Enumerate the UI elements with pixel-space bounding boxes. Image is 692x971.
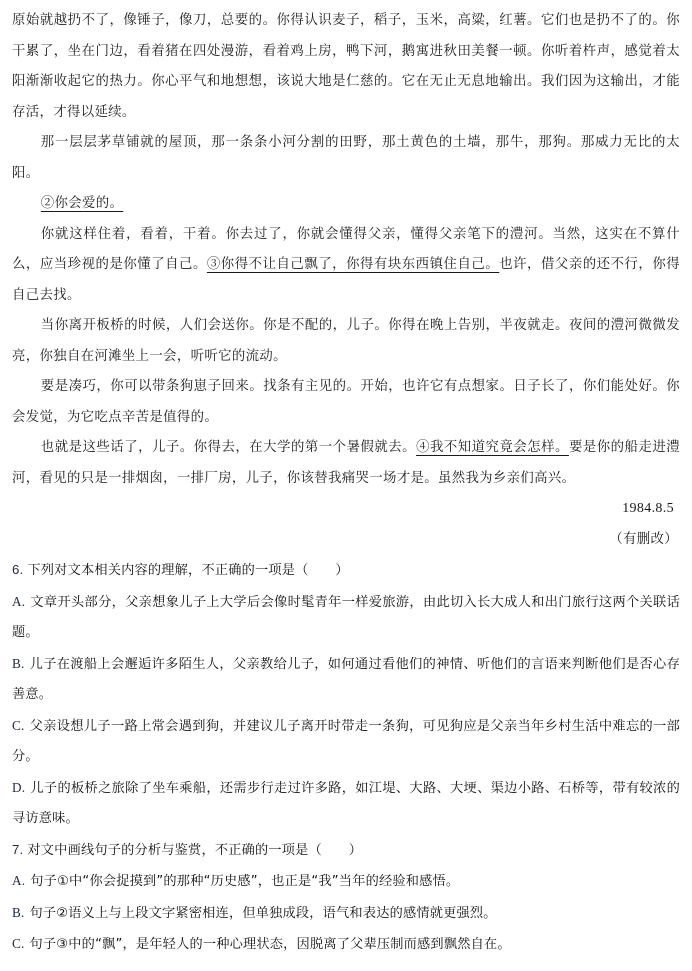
option-b bbox=[12, 649, 680, 711]
option-a bbox=[12, 587, 680, 649]
question-number: 7. bbox=[12, 841, 24, 857]
option-b bbox=[12, 898, 680, 930]
option-c bbox=[12, 929, 680, 961]
paragraph-text: 你就这样住着，看着，干着。你去过了，你就会懂得父亲，懂得父亲笔下的澧河。当然，这实在不算什么，应当珍视的是你懂了自己。 bbox=[12, 226, 680, 272]
question-text: 对文中画线句子的分析与鉴赏，不正确的一项是（ ） bbox=[27, 842, 363, 858]
paragraph-text: 原始就越扔不了，像锤子，像刀，总要的。你得认识麦子，稻子，玉米，高粱，红薯。它们也是扔不了的。你干累了，坐在门边，看着猪在四处漫游，看着鸡上房，鸭下河，鹅寓进秋田美餐一顿。你听着杵声，感觉着太阳渐渐收起它的热力。你心平气和地想想，该说大地是仁慈的。它在无止无息地输出。我们因为这输出，才能存活，才得以延续。 bbox=[12, 13, 680, 120]
option-letter: A. bbox=[12, 873, 26, 888]
question-number: 6. bbox=[12, 562, 24, 577]
option-text: 文章开头部分，父亲想象儿子上大学后会像时髦青年一样爱旅游，由此切入长大成人和出门旅行这两个关联话题。 bbox=[12, 594, 680, 640]
option-text: 儿子的板桥之旅除了坐车乘船，还需步行走过许多路，如江堤、大路、大埂、渠边小路、石桥等，带有较浓的寻访意味。 bbox=[12, 780, 680, 826]
option-letter: D. bbox=[12, 779, 26, 795]
option-letter: B. bbox=[12, 655, 25, 671]
option-letter: C. bbox=[12, 717, 25, 733]
paragraph-text: 那一层层茅草铺就的屋顶，那一条条小河分割的田野，那土黄色的土墙，那牛，那狗。那威力无比的太阳。 bbox=[12, 135, 680, 181]
option-letter: A. bbox=[12, 593, 26, 609]
option-text: 句子①中“你会捉摸到”的那种“历史感”，也正是“我”当年的经验和感悟。 bbox=[30, 874, 460, 889]
paragraph bbox=[12, 189, 680, 220]
paragraph-text: 要是你的船走进澧河，看见的只是一排烟囱，一排厂房，儿子，你该替我痛哭一场才是。虽然我为乡亲们高兴。 bbox=[12, 440, 680, 486]
paragraph bbox=[12, 128, 680, 189]
paragraph bbox=[12, 6, 680, 128]
paragraph-text: 也就是这些话了，儿子。你得去，在大学的第一个暑假就去。 bbox=[40, 440, 417, 455]
option-text: 句子②语义上与上段文字紧密相连，但单独成段，语气和表达的感情就更强烈。 bbox=[29, 905, 497, 921]
paragraph bbox=[12, 372, 680, 433]
question-stem bbox=[12, 555, 680, 587]
paragraph bbox=[12, 220, 680, 312]
question-6 bbox=[12, 555, 680, 835]
question-7 bbox=[12, 835, 680, 961]
passage-date: 1984.8.5 bbox=[622, 501, 674, 516]
option-a bbox=[12, 866, 680, 898]
paragraph bbox=[12, 311, 680, 372]
question-stem bbox=[12, 835, 680, 867]
underlined-sentence-3: ③你得不让自己飘了，你得有块东西镇住自己。 bbox=[206, 257, 500, 272]
question-text: 下列对文本相关内容的理解，不正确的一项是（ ） bbox=[27, 563, 349, 578]
option-c bbox=[12, 711, 680, 773]
option-d bbox=[12, 773, 680, 835]
paragraph-text: 要是凑巧，你可以带条狗崽子回来。找条有主见的。开始，也许它有点想家。日子长了，你们能处好。你会发觉，为它吃点辛苦是值得的。 bbox=[12, 379, 680, 425]
paragraph-text: 当你离开板桥的时候，人们会送你。你是不配的，儿子。你得在晚上告别，半夜就走。夜间的澧河微微发亮，你独自在河滩坐上一会，听听它的流动。 bbox=[12, 318, 680, 364]
paragraph-text: 也许，借父亲的还不行，你得自己去找。 bbox=[12, 257, 680, 303]
underlined-sentence-2: ②你会爱的。 bbox=[40, 196, 124, 211]
passage-note: （有删改） bbox=[609, 531, 678, 547]
option-letter: C. bbox=[12, 936, 25, 951]
option-letter: B. bbox=[12, 904, 25, 920]
option-text: 父亲设想儿子一路上常会遇到狗，并建议儿子离开时带走一条狗，可见狗应是父亲当年乡村生活中难忘的一部分。 bbox=[12, 718, 680, 764]
paragraph bbox=[12, 433, 680, 494]
passage bbox=[12, 6, 680, 555]
option-text: 儿子在渡船上会邂逅许多陌生人，父亲教给儿子，如何通过看他们的神情、听他们的言语来判断他们是否心存善意。 bbox=[12, 656, 680, 702]
option-text: 句子③中的“飘”，是年轻人的一种心理状态，因脱离了父辈压制而感到飘然自在。 bbox=[29, 937, 511, 952]
underlined-sentence-4: ④我不知道究竟会怎样。 bbox=[416, 440, 569, 455]
